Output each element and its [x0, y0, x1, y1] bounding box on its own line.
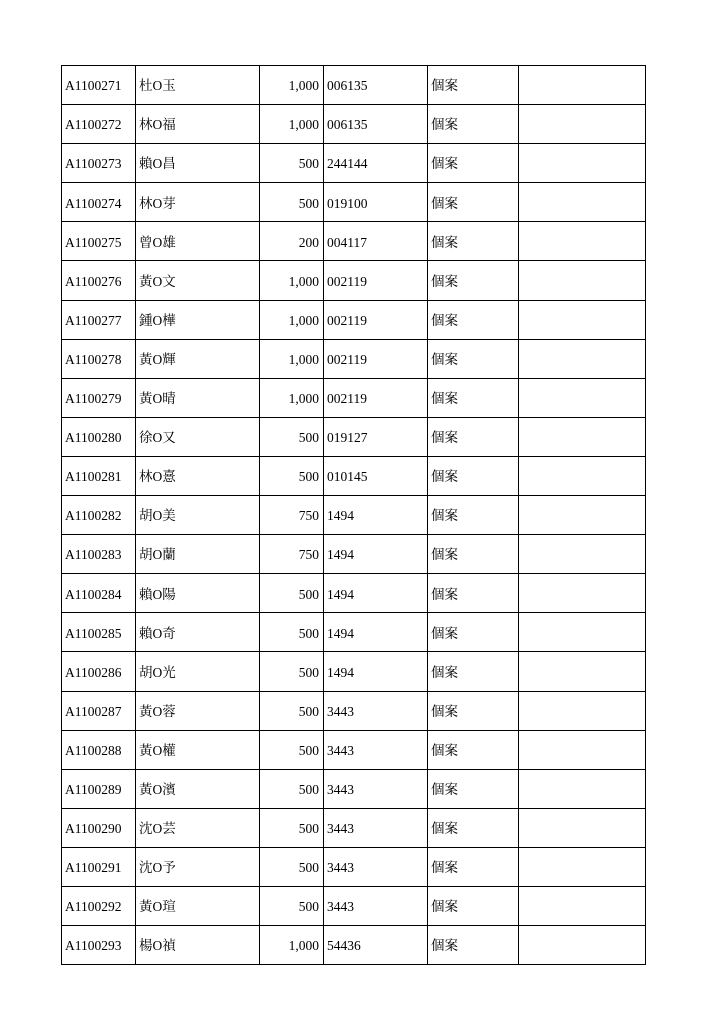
table-row — [62, 926, 646, 965]
note-cell — [519, 535, 646, 574]
code-cell: 002119 — [324, 300, 428, 339]
type-cell: 個案 — [428, 183, 519, 222]
code-cell: 002119 — [324, 339, 428, 378]
type-cell: 個案 — [428, 144, 519, 183]
receipt-id-cell: A1100282 — [62, 496, 136, 535]
table-row — [62, 652, 646, 691]
note-cell — [519, 105, 646, 144]
type-cell: 個案 — [428, 261, 519, 300]
receipt-id-cell: A1100290 — [62, 808, 136, 847]
table-row — [62, 222, 646, 261]
receipt-id-cell: A1100279 — [62, 378, 136, 417]
amount-cell: 1,000 — [260, 378, 324, 417]
note-cell — [519, 183, 646, 222]
donation-table — [61, 65, 646, 965]
amount-cell: 1,000 — [260, 261, 324, 300]
amount-cell: 500 — [260, 730, 324, 769]
type-cell: 個案 — [428, 886, 519, 925]
donor-name-cell: 鍾O樺 — [136, 300, 260, 339]
code-cell: 54436 — [324, 926, 428, 965]
table-row — [62, 378, 646, 417]
note-cell — [519, 886, 646, 925]
donor-name-cell: 賴O陽 — [136, 574, 260, 613]
code-cell: 010145 — [324, 456, 428, 495]
donor-name-cell: 黃O晴 — [136, 378, 260, 417]
receipt-id-cell: A1100291 — [62, 847, 136, 886]
amount-cell: 500 — [260, 574, 324, 613]
amount-cell: 500 — [260, 183, 324, 222]
receipt-id-cell: A1100286 — [62, 652, 136, 691]
note-cell — [519, 691, 646, 730]
amount-cell: 750 — [260, 535, 324, 574]
note-cell — [519, 261, 646, 300]
donor-name-cell: 林O福 — [136, 105, 260, 144]
note-cell — [519, 222, 646, 261]
note-cell — [519, 652, 646, 691]
code-cell: 019100 — [324, 183, 428, 222]
table-row — [62, 496, 646, 535]
type-cell: 個案 — [428, 300, 519, 339]
table-row — [62, 339, 646, 378]
donor-name-cell: 胡O蘭 — [136, 535, 260, 574]
amount-cell: 1,000 — [260, 926, 324, 965]
receipt-id-cell: A1100289 — [62, 769, 136, 808]
receipt-id-cell: A1100273 — [62, 144, 136, 183]
donor-name-cell: 胡O美 — [136, 496, 260, 535]
amount-cell: 500 — [260, 613, 324, 652]
code-cell: 1494 — [324, 652, 428, 691]
amount-cell: 500 — [260, 691, 324, 730]
type-cell: 個案 — [428, 378, 519, 417]
code-cell: 3443 — [324, 847, 428, 886]
table-row — [62, 769, 646, 808]
note-cell — [519, 730, 646, 769]
note-cell — [519, 769, 646, 808]
type-cell: 個案 — [428, 926, 519, 965]
receipt-id-cell: A1100283 — [62, 535, 136, 574]
note-cell — [519, 456, 646, 495]
table-row — [62, 574, 646, 613]
table-row — [62, 105, 646, 144]
type-cell: 個案 — [428, 769, 519, 808]
receipt-id-cell: A1100285 — [62, 613, 136, 652]
note-cell — [519, 417, 646, 456]
donor-name-cell: 楊O禎 — [136, 926, 260, 965]
receipt-id-cell: A1100272 — [62, 105, 136, 144]
amount-cell: 500 — [260, 417, 324, 456]
code-cell: 1494 — [324, 496, 428, 535]
note-cell — [519, 66, 646, 105]
donor-name-cell: 黃O文 — [136, 261, 260, 300]
receipt-id-cell: A1100277 — [62, 300, 136, 339]
receipt-id-cell: A1100278 — [62, 339, 136, 378]
code-cell: 006135 — [324, 105, 428, 144]
amount-cell: 1,000 — [260, 105, 324, 144]
code-cell: 3443 — [324, 808, 428, 847]
code-cell: 002119 — [324, 378, 428, 417]
donor-name-cell: 黃O濱 — [136, 769, 260, 808]
type-cell: 個案 — [428, 456, 519, 495]
type-cell: 個案 — [428, 808, 519, 847]
note-cell — [519, 926, 646, 965]
type-cell: 個案 — [428, 222, 519, 261]
type-cell: 個案 — [428, 730, 519, 769]
note-cell — [519, 339, 646, 378]
type-cell: 個案 — [428, 847, 519, 886]
table-row — [62, 691, 646, 730]
receipt-id-cell: A1100293 — [62, 926, 136, 965]
table-row — [62, 300, 646, 339]
code-cell: 002119 — [324, 261, 428, 300]
table-row — [62, 183, 646, 222]
amount-cell: 500 — [260, 456, 324, 495]
donor-name-cell: 賴O奇 — [136, 613, 260, 652]
donor-name-cell: 杜O玉 — [136, 66, 260, 105]
donor-name-cell: 黃O輝 — [136, 339, 260, 378]
amount-cell: 500 — [260, 652, 324, 691]
table-row — [62, 144, 646, 183]
note-cell — [519, 496, 646, 535]
donor-name-cell: 黃O權 — [136, 730, 260, 769]
note-cell — [519, 300, 646, 339]
donor-name-cell: 徐O又 — [136, 417, 260, 456]
receipt-id-cell: A1100281 — [62, 456, 136, 495]
receipt-id-cell: A1100275 — [62, 222, 136, 261]
type-cell: 個案 — [428, 417, 519, 456]
donor-name-cell: 沈O予 — [136, 847, 260, 886]
amount-cell: 1,000 — [260, 66, 324, 105]
table-row — [62, 808, 646, 847]
receipt-id-cell: A1100274 — [62, 183, 136, 222]
donor-name-cell: 林O芽 — [136, 183, 260, 222]
table-body — [62, 66, 646, 965]
amount-cell: 750 — [260, 496, 324, 535]
code-cell: 244144 — [324, 144, 428, 183]
type-cell: 個案 — [428, 105, 519, 144]
table-row — [62, 417, 646, 456]
receipt-id-cell: A1100271 — [62, 66, 136, 105]
code-cell: 004117 — [324, 222, 428, 261]
note-cell — [519, 847, 646, 886]
code-cell: 3443 — [324, 886, 428, 925]
amount-cell: 500 — [260, 144, 324, 183]
donation-table-wrapper — [61, 65, 645, 965]
type-cell: 個案 — [428, 535, 519, 574]
table-row — [62, 535, 646, 574]
receipt-id-cell: A1100287 — [62, 691, 136, 730]
table-row — [62, 886, 646, 925]
amount-cell: 500 — [260, 769, 324, 808]
type-cell: 個案 — [428, 496, 519, 535]
table-row — [62, 261, 646, 300]
code-cell: 019127 — [324, 417, 428, 456]
note-cell — [519, 144, 646, 183]
amount-cell: 200 — [260, 222, 324, 261]
note-cell — [519, 808, 646, 847]
donor-name-cell: 曾O雄 — [136, 222, 260, 261]
donor-name-cell: 賴O昌 — [136, 144, 260, 183]
type-cell: 個案 — [428, 652, 519, 691]
table-row — [62, 456, 646, 495]
code-cell: 3443 — [324, 769, 428, 808]
donor-name-cell: 黃O瑄 — [136, 886, 260, 925]
code-cell: 1494 — [324, 574, 428, 613]
amount-cell: 500 — [260, 886, 324, 925]
table-row — [62, 613, 646, 652]
code-cell: 3443 — [324, 691, 428, 730]
code-cell: 1494 — [324, 613, 428, 652]
type-cell: 個案 — [428, 613, 519, 652]
receipt-id-cell: A1100276 — [62, 261, 136, 300]
amount-cell: 1,000 — [260, 300, 324, 339]
table-row — [62, 66, 646, 105]
type-cell: 個案 — [428, 66, 519, 105]
amount-cell: 500 — [260, 847, 324, 886]
code-cell: 006135 — [324, 66, 428, 105]
amount-cell: 500 — [260, 808, 324, 847]
note-cell — [519, 574, 646, 613]
table-row — [62, 730, 646, 769]
receipt-id-cell: A1100288 — [62, 730, 136, 769]
type-cell: 個案 — [428, 339, 519, 378]
code-cell: 1494 — [324, 535, 428, 574]
amount-cell: 1,000 — [260, 339, 324, 378]
receipt-id-cell: A1100292 — [62, 886, 136, 925]
type-cell: 個案 — [428, 574, 519, 613]
code-cell: 3443 — [324, 730, 428, 769]
table-row — [62, 847, 646, 886]
donor-name-cell: 沈O芸 — [136, 808, 260, 847]
receipt-id-cell: A1100284 — [62, 574, 136, 613]
donor-name-cell: 林O憙 — [136, 456, 260, 495]
note-cell — [519, 378, 646, 417]
receipt-id-cell: A1100280 — [62, 417, 136, 456]
donor-name-cell: 胡O光 — [136, 652, 260, 691]
type-cell: 個案 — [428, 691, 519, 730]
donor-name-cell: 黃O蓉 — [136, 691, 260, 730]
note-cell — [519, 613, 646, 652]
